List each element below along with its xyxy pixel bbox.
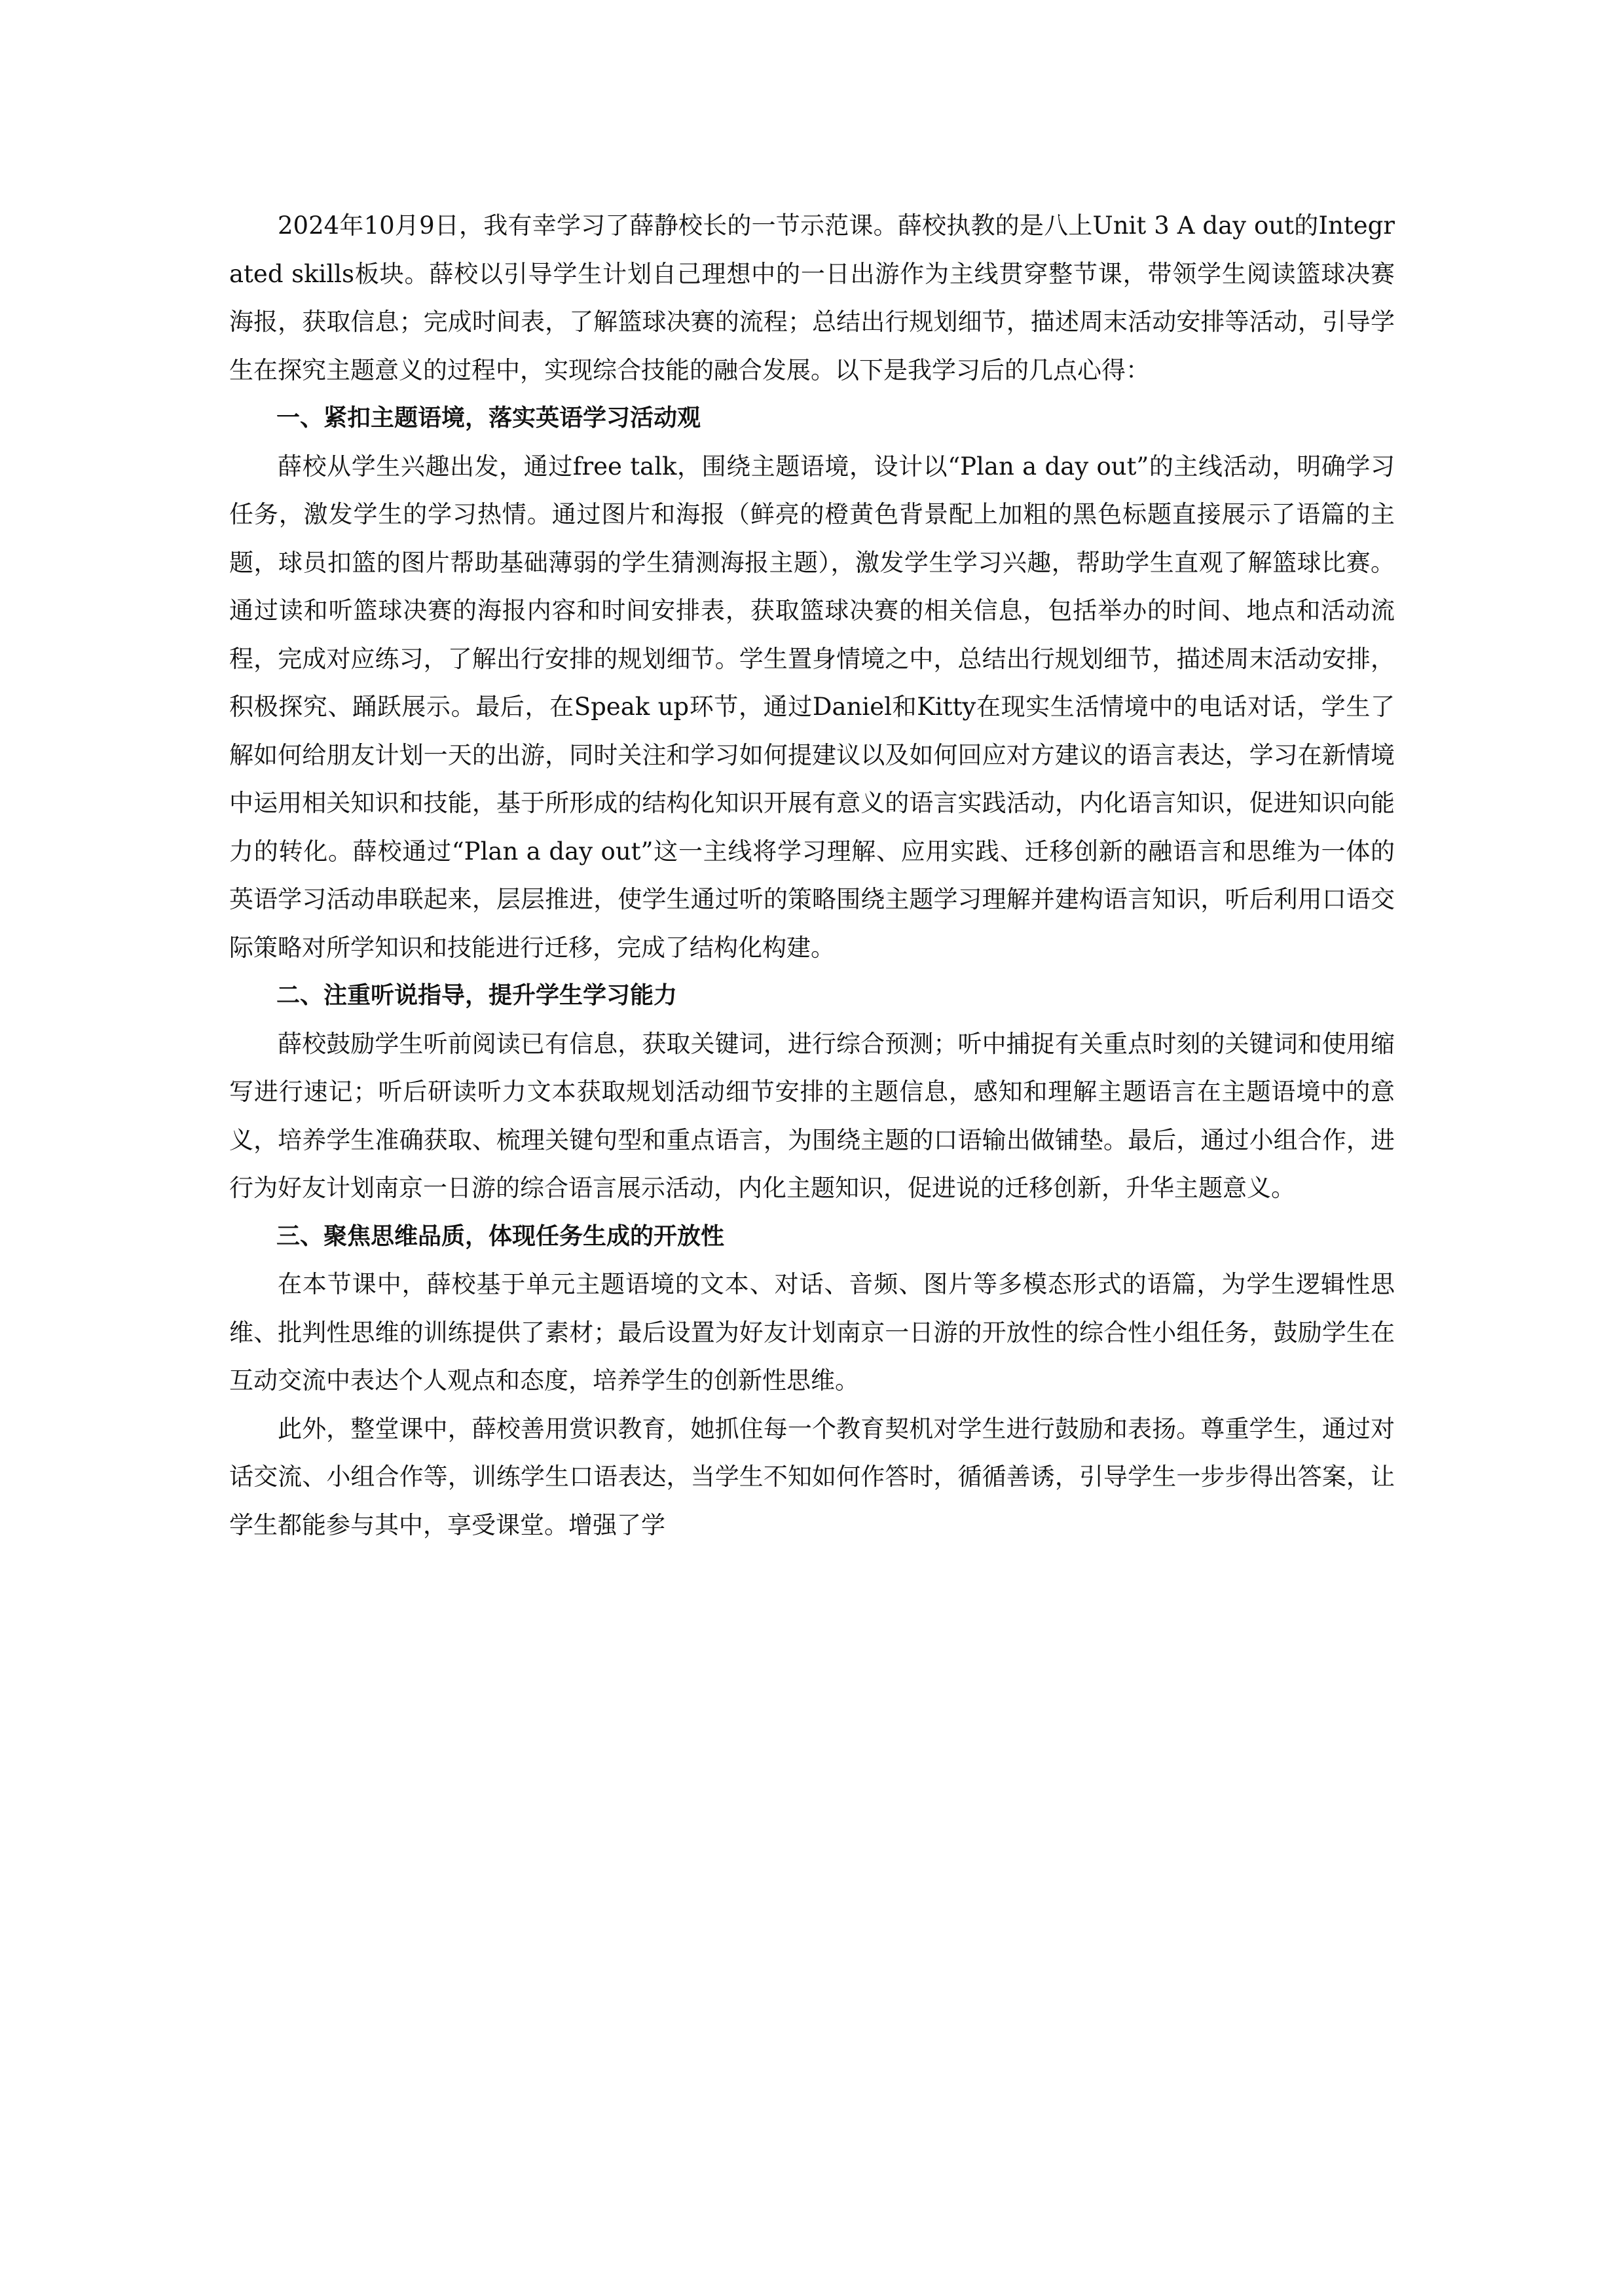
section-heading-2: 二、注重听说指导，提升学生学习能力: [276, 982, 678, 1009]
paragraph-closing: 此外，整堂课中，薛校善用赏识教育，她抓住每一个教育契机对学生进行鼓励和表扬。尊重学生，通过对话交流、小组合作等，训练学生口语表达，当学生不知如何作答时，循循善诱，引导学生一步步得出答案，让学生都能参与其中，享受课堂。增强了学: [229, 1414, 1395, 1539]
paragraph-intro: 2024年10月9日，我有幸学习了薛静校长的一节示范课。薛校执教的是八上Unit 3 A day out的Integrated skills板块。薛校以引导学生计划自己理想中的一日出游作为主线贯穿整节课，带领学生阅读篮球决赛海报，获取信息；完成时间表，了解篮球决赛的流程；总结出行规划细节，描述周末活动安排等活动，引导学生在探究主题意义的过程中，实现综合技能的融合发展。以下是我学习后的几点心得：: [229, 211, 1395, 384]
paragraph-section-3: 在本节课中，薛校基于单元主题语境的文本、对话、音频、图片等多模态形式的语篇，为学生逻辑性思维、批判性思维的训练提供了素材；最后设置为好友计划南京一日游的开放性的综合性小组任务，鼓励学生在互动交流中表达个人观点和态度，培养学生的创新性思维。: [229, 1270, 1395, 1394]
section-heading-1: 一、紧扣主题语境，落实英语学习活动观: [276, 405, 701, 431]
paragraph-section-1: 薛校从学生兴趣出发，通过free talk，围绕主题语境，设计以“Plan a day out”的主线活动，明确学习任务，激发学生的学习热情。通过图片和海报（鲜亮的橙黄色背景配上加粗的黑色标题直接展示了语篇的主题，球员扣篮的图片帮助基础薄弱的学生猜测海报主题），激发学生学习兴趣，帮助学生直观了解篮球比赛。通过读和听篮球决赛的海报内容和时间安排表，获取篮球决赛的相关信息，包括举办的时间、地点和活动流程，完成对应练习，了解出行安排的规划细节。学生置身情境之中，总结出行规划细节，描述周末活动安排，积极探究、踊跃展示。最后，在Speak up环节，通过Daniel和Kitty在现实生活情境中的电话对话，学生了解如何给朋友计划一天的出游，同时关注和学习如何提建议以及如何回应对方建议的语言表达，学习在新情境中运用相关知识和技能，基于所形成的结构化知识开展有意义的语言实践活动，内化语言知识，促进知识向能力的转化。薛校通过“Plan a day out”这一主线将学习理解、应用实践、迁移创新的融语言和思维为一体的英语学习活动串联起来，层层推进，使学生通过听的策略围绕主题学习理解并建构语言知识，听后利用口语交际策略对所学知识和技能进行迁移，完成了结构化构建。: [229, 452, 1395, 962]
paragraph-section-2: 薛校鼓励学生听前阅读已有信息，获取关键词，进行综合预测；听中捕捉有关重点时刻的关键词和使用缩写进行速记；听后研读听力文本获取规划活动细节安排的主题信息，感知和理解主题语言在主题语境中的意义，培养学生准确获取、梳理关键句型和重点语言，为围绕主题的口语输出做铺垫。最后，通过小组合作，进行为好友计划南京一日游的综合语言展示活动，内化主题知识，促进说的迁移创新，升华主题意义。: [229, 1029, 1395, 1202]
document-body: [229, 202, 1395, 1549]
section-heading-3: 三、聚焦思维品质，体现任务生成的开放性: [276, 1222, 725, 1250]
